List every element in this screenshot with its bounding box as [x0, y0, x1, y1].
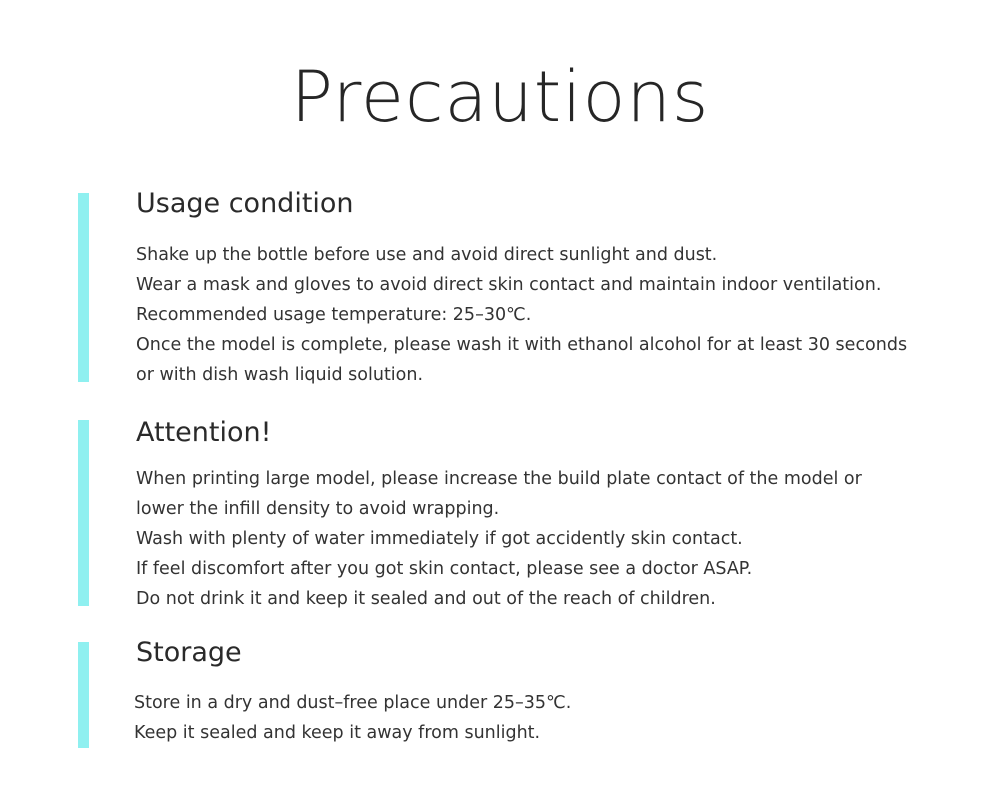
text-line: Recommended usage temperature: 25–30℃. [136, 305, 532, 325]
section-text [136, 464, 862, 614]
text-line: Wash with plenty of water immediately if got accidently skin contact. [136, 529, 743, 549]
text-line: lower the infill density to avoid wrapping. [136, 499, 500, 519]
accent-bar [78, 193, 89, 382]
section-text [134, 688, 571, 748]
page-title: Precautions [290, 56, 710, 138]
text-line: Once the model is complete, please wash it with ethanol alcohol for at least 30 seconds [136, 335, 908, 355]
text-line: When printing large model, please increase the build plate contact of the model or [136, 469, 862, 489]
text-line: Shake up the bottle before use and avoid direct sunlight and dust. [136, 245, 718, 265]
accent-bar [78, 642, 89, 748]
section-heading: Storage [136, 637, 242, 668]
section-text [136, 240, 907, 390]
text-line: If feel discomfort after you got skin contact, please see a doctor ASAP. [136, 559, 753, 579]
text-line: Store in a dry and dust–free place under 25–35℃. [134, 693, 572, 713]
text-line: Keep it sealed and keep it away from sunlight. [134, 723, 541, 743]
text-line: or with dish wash liquid solution. [136, 365, 424, 385]
accent-bar [78, 420, 89, 606]
section-heading: Usage condition [136, 188, 354, 219]
text-line: Do not drink it and keep it sealed and out of the reach of children. [136, 589, 716, 609]
section-heading: Attention! [136, 417, 272, 448]
text-line: Wear a mask and gloves to avoid direct skin contact and maintain indoor ventilation. [136, 275, 882, 295]
